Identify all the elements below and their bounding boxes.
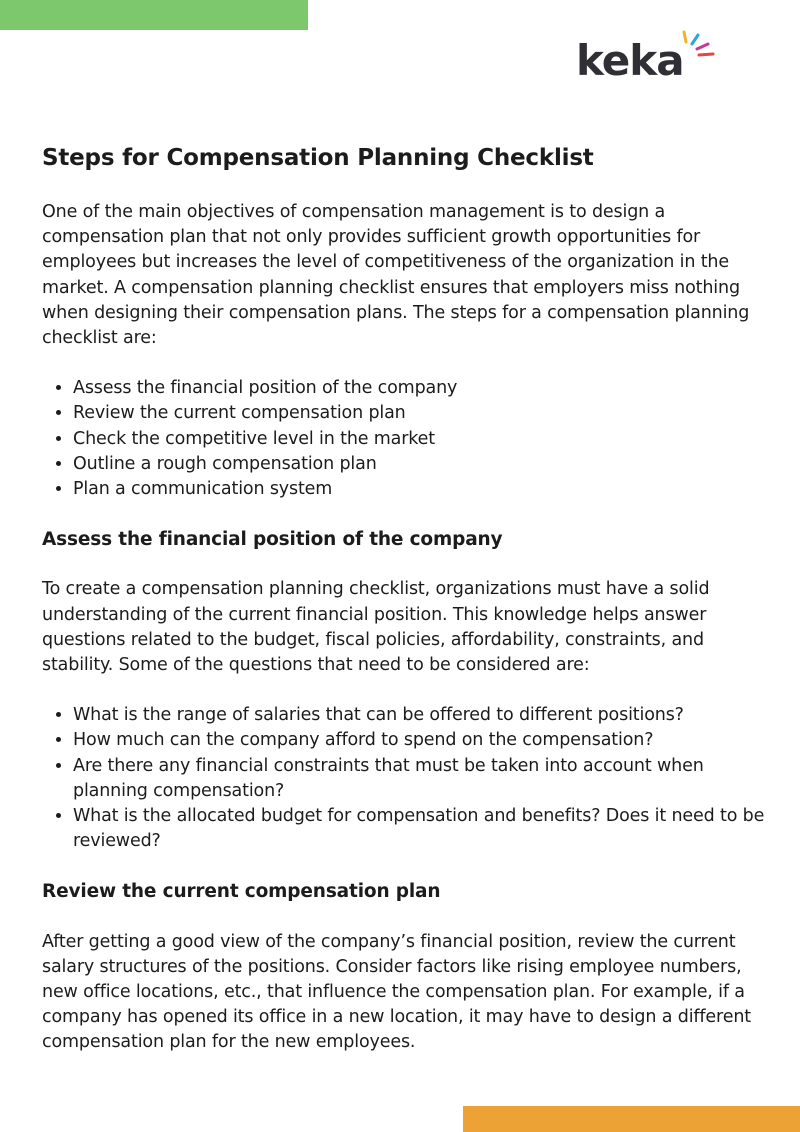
logo-ray-yellow — [684, 32, 686, 42]
list-item: • What is the allocated budget for compensation and benefits? Does it need to be reviewed? — [73, 804, 772, 854]
section-heading-review-plan: Review the current compensation plan — [42, 881, 441, 903]
list-item: • Are there any financial constraints that must be taken into account when planning compensation? — [73, 754, 772, 804]
list-item: • Assess the financial position of the company — [73, 376, 772, 401]
questions-list — [42, 703, 772, 854]
logo-ray-purple — [697, 44, 708, 49]
page-title: Steps for Compensation Planning Checklist — [42, 145, 594, 171]
list-item: • Check the competitive level in the market — [73, 427, 772, 452]
logo-ray-blue — [692, 35, 698, 44]
section-paragraph-financial-position: To create a compensation planning checklist, organizations must have a solid understanding of the current financial position. This knowledge helps answer questions related to the budget, fiscal policies, affordability, constraints, and stability. Some of the questions that need to be considered are: — [42, 579, 710, 676]
steps-list — [42, 376, 772, 502]
list-item: • Plan a communication system — [73, 477, 772, 502]
list-item: • Review the current compensation plan — [73, 401, 772, 426]
logo-rays-icon — [676, 28, 726, 68]
logo-ray-red — [699, 54, 713, 55]
section-heading-financial-position: Assess the financial position of the company — [42, 529, 503, 551]
intro-paragraph: One of the main objectives of compensation management is to design a compensation plan that not only provides sufficient growth opportunities for employees but increases the level of competitiveness of the organization in the market. A compensation planning checklist ensures that employers miss nothing when designing their compensation plans. The steps for a compensation planning checklist are: — [42, 202, 750, 349]
top-accent-bar — [0, 0, 308, 30]
list-item: • What is the range of salaries that can be offered to different positions? — [73, 703, 772, 728]
bottom-accent-bar — [463, 1106, 800, 1132]
keka-logo — [576, 28, 726, 84]
logo-wordmark: keka — [576, 36, 684, 85]
list-item: • How much can the company afford to spend on the compensation? — [73, 728, 772, 753]
section-paragraph-review-plan: After getting a good view of the company’s financial position, review the current salary structures of the positions. Consider factors like rising employee numbers, new office locations, etc., that influence the compensation plan. For example, if a company has opened its office in a new location, it may have to design a different compensation plan for the new employees. — [42, 931, 751, 1053]
document-body — [42, 140, 772, 1056]
list-item: • Outline a rough compensation plan — [73, 452, 772, 477]
